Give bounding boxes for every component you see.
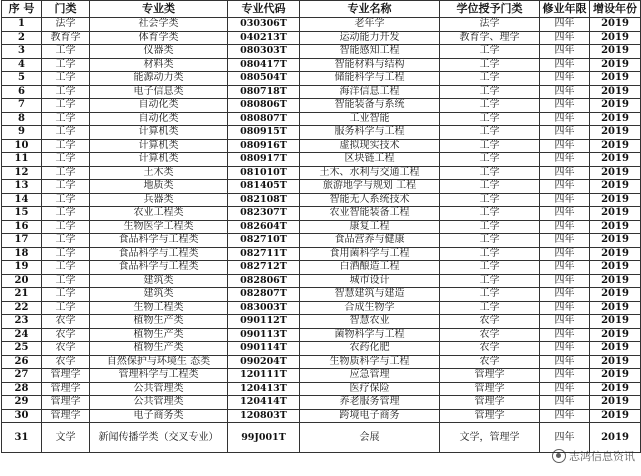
- cell-category: 管理学: [42, 409, 90, 423]
- cell-class: 植物生产类: [90, 342, 228, 356]
- cell-seq: 27: [2, 369, 42, 383]
- cell-seq: 20: [2, 274, 42, 288]
- cell-year: 2019: [590, 31, 641, 45]
- cell-year: 2019: [590, 72, 641, 86]
- cell-category: 工学: [42, 126, 90, 140]
- cell-name: 跨境电子商务: [300, 409, 440, 423]
- cell-class: 公共管理类: [90, 382, 228, 396]
- cell-year: 2019: [590, 423, 641, 453]
- cell-class: 社会学类: [90, 18, 228, 32]
- cell-code: 080417T: [228, 58, 300, 72]
- cell-duration: 四年: [540, 31, 590, 45]
- cell-duration: 四年: [540, 18, 590, 32]
- cell-year: 2019: [590, 126, 641, 140]
- cell-code: 080916T: [228, 139, 300, 153]
- cell-class: 自动化类: [90, 112, 228, 126]
- cell-name: 白酒酿造工程: [300, 261, 440, 275]
- cell-year: 2019: [590, 409, 641, 423]
- cell-code: 082710T: [228, 234, 300, 248]
- cell-degree: 工学: [440, 139, 540, 153]
- cell-degree: 工学: [440, 247, 540, 261]
- cell-code: 080718T: [228, 85, 300, 99]
- cell-year: 2019: [590, 207, 641, 221]
- cell-name: 养老服务管理: [300, 396, 440, 410]
- cell-seq: 18: [2, 247, 42, 261]
- table-row: [2, 180, 641, 194]
- cell-duration: 四年: [540, 166, 590, 180]
- cell-duration: 四年: [540, 274, 590, 288]
- cell-class: 生物工程类: [90, 301, 228, 315]
- cell-duration: 四年: [540, 328, 590, 342]
- cell-duration: 四年: [540, 234, 590, 248]
- cell-code: 030306T: [228, 18, 300, 32]
- cell-category: 管理学: [42, 369, 90, 383]
- cell-code: 99J001T: [228, 423, 300, 453]
- cell-class: 植物生产类: [90, 315, 228, 329]
- header-category: 门类: [42, 1, 90, 18]
- cell-degree: 工学: [440, 166, 540, 180]
- cell-name: 运动能力开发: [300, 31, 440, 45]
- cell-duration: 四年: [540, 220, 590, 234]
- cell-degree: 农学: [440, 315, 540, 329]
- table-row: [2, 153, 641, 167]
- cell-name: 食品营养与健康: [300, 234, 440, 248]
- cell-class: 农业工程类: [90, 207, 228, 221]
- cell-class: 体育学类: [90, 31, 228, 45]
- watermark-text: 志鸿信息资讯: [569, 450, 635, 463]
- cell-category: 农学: [42, 328, 90, 342]
- cell-year: 2019: [590, 369, 641, 383]
- cell-duration: 四年: [540, 45, 590, 59]
- cell-degree: 工学: [440, 45, 540, 59]
- cell-class: 计算机类: [90, 139, 228, 153]
- cell-year: 2019: [590, 342, 641, 356]
- cell-duration: 四年: [540, 355, 590, 369]
- cell-name: 智能感知工程: [300, 45, 440, 59]
- table-row: [2, 220, 641, 234]
- cell-class: 食品科学与工程类: [90, 247, 228, 261]
- cell-seq: 2: [2, 31, 42, 45]
- cell-code: 090112T: [228, 315, 300, 329]
- cell-degree: 管理学: [440, 396, 540, 410]
- table-row: [2, 45, 641, 59]
- cell-class: 计算机类: [90, 153, 228, 167]
- cell-name: 康复工程: [300, 220, 440, 234]
- cell-degree: 工学: [440, 274, 540, 288]
- cell-category: 工学: [42, 301, 90, 315]
- header-class: 专业类: [90, 1, 228, 18]
- cell-class: 电子商务类: [90, 409, 228, 423]
- cell-seq: 16: [2, 220, 42, 234]
- cell-category: 农学: [42, 315, 90, 329]
- header-code: 专业代码: [228, 1, 300, 18]
- cell-duration: 四年: [540, 139, 590, 153]
- cell-class: 土木类: [90, 166, 228, 180]
- cell-year: 2019: [590, 139, 641, 153]
- cell-year: 2019: [590, 274, 641, 288]
- cell-seq: 15: [2, 207, 42, 221]
- cell-degree: 工学: [440, 153, 540, 167]
- cell-degree: 工学: [440, 85, 540, 99]
- table-row: [2, 396, 641, 410]
- cell-category: 工学: [42, 193, 90, 207]
- cell-year: 2019: [590, 261, 641, 275]
- cell-category: 工学: [42, 247, 90, 261]
- cell-seq: 24: [2, 328, 42, 342]
- table-row: [2, 315, 641, 329]
- cell-seq: 30: [2, 409, 42, 423]
- table-row: [2, 369, 641, 383]
- cell-category: 工学: [42, 166, 90, 180]
- cell-seq: 31: [2, 423, 42, 453]
- cell-category: 工学: [42, 85, 90, 99]
- cell-duration: 四年: [540, 153, 590, 167]
- cell-degree: 管理学: [440, 409, 540, 423]
- cell-name: 会展: [300, 423, 440, 453]
- cell-seq: 9: [2, 126, 42, 140]
- cell-code: 083003T: [228, 301, 300, 315]
- cell-class: 地质类: [90, 180, 228, 194]
- cell-seq: 26: [2, 355, 42, 369]
- table-row: [2, 99, 641, 113]
- table-row: [2, 261, 641, 275]
- cell-name: 土木、水利与交通工程: [300, 166, 440, 180]
- table-row: [2, 274, 641, 288]
- cell-name: 智慧建筑与建造: [300, 288, 440, 302]
- table-row: [2, 355, 641, 369]
- cell-seq: 28: [2, 382, 42, 396]
- cell-seq: 23: [2, 315, 42, 329]
- cell-name: 智慧农业: [300, 315, 440, 329]
- cell-duration: 四年: [540, 369, 590, 383]
- cell-seq: 25: [2, 342, 42, 356]
- cell-code: 082807T: [228, 288, 300, 302]
- cell-duration: 四年: [540, 301, 590, 315]
- cell-degree: 工学: [440, 288, 540, 302]
- cell-category: 管理学: [42, 382, 90, 396]
- cell-seq: 22: [2, 301, 42, 315]
- cell-category: 农学: [42, 342, 90, 356]
- cell-code: 120111T: [228, 369, 300, 383]
- cell-seq: 19: [2, 261, 42, 275]
- cell-code: 082712T: [228, 261, 300, 275]
- cell-year: 2019: [590, 193, 641, 207]
- cell-seq: 3: [2, 45, 42, 59]
- cell-duration: 四年: [540, 247, 590, 261]
- cell-class: 仪器类: [90, 45, 228, 59]
- cell-degree: 工学: [440, 72, 540, 86]
- cell-category: 工学: [42, 153, 90, 167]
- cell-class: 计算机类: [90, 126, 228, 140]
- cell-duration: 四年: [540, 112, 590, 126]
- cell-code: 090114T: [228, 342, 300, 356]
- cell-code: 081010T: [228, 166, 300, 180]
- cell-code: 081405T: [228, 180, 300, 194]
- cell-class: 电子信息类: [90, 85, 228, 99]
- cell-year: 2019: [590, 301, 641, 315]
- header-duration: 修业年限: [540, 1, 590, 18]
- cell-year: 2019: [590, 180, 641, 194]
- cell-name: 农业智能装备工程: [300, 207, 440, 221]
- cell-category: 工学: [42, 207, 90, 221]
- cell-seq: 4: [2, 58, 42, 72]
- cell-degree: 工学: [440, 220, 540, 234]
- cell-class: 植物生产类: [90, 328, 228, 342]
- cell-category: 工学: [42, 112, 90, 126]
- cell-year: 2019: [590, 58, 641, 72]
- cell-category: 法学: [42, 18, 90, 32]
- cell-class: 建筑类: [90, 288, 228, 302]
- header-row: [2, 1, 641, 18]
- cell-seq: 21: [2, 288, 42, 302]
- cell-seq: 13: [2, 180, 42, 194]
- cell-name: 智能装备与系统: [300, 99, 440, 113]
- cell-name: 食用菌科学与工程: [300, 247, 440, 261]
- cell-seq: 8: [2, 112, 42, 126]
- cell-name: 医疗保险: [300, 382, 440, 396]
- cell-code: 082604T: [228, 220, 300, 234]
- cell-category: 工学: [42, 139, 90, 153]
- cell-seq: 6: [2, 85, 42, 99]
- cell-year: 2019: [590, 153, 641, 167]
- cell-duration: 四年: [540, 85, 590, 99]
- cell-code: 080915T: [228, 126, 300, 140]
- cell-degree: 管理学: [440, 369, 540, 383]
- cell-category: 工学: [42, 72, 90, 86]
- table-row: [2, 207, 641, 221]
- cell-category: 工学: [42, 261, 90, 275]
- cell-code: 082307T: [228, 207, 300, 221]
- cell-degree: 农学: [440, 342, 540, 356]
- cell-class: 管理科学与工程类: [90, 369, 228, 383]
- cell-year: 2019: [590, 112, 641, 126]
- cell-year: 2019: [590, 247, 641, 261]
- cell-code: 120414T: [228, 396, 300, 410]
- cell-duration: 四年: [540, 72, 590, 86]
- cell-duration: 四年: [540, 180, 590, 194]
- cell-class: 建筑类: [90, 274, 228, 288]
- cell-degree: 法学: [440, 18, 540, 32]
- table-row: [2, 288, 641, 302]
- cell-degree: 工学: [440, 193, 540, 207]
- header-degree: 学位授予门类: [440, 1, 540, 18]
- cell-code: 120803T: [228, 409, 300, 423]
- table-row: [2, 166, 641, 180]
- cell-name: 应急管理: [300, 369, 440, 383]
- cell-year: 2019: [590, 234, 641, 248]
- cell-seq: 5: [2, 72, 42, 86]
- cell-name: 老年学: [300, 18, 440, 32]
- table-row: [2, 247, 641, 261]
- cell-degree: 工学: [440, 112, 540, 126]
- cell-duration: 四年: [540, 315, 590, 329]
- table-row: [2, 342, 641, 356]
- cell-duration: 四年: [540, 261, 590, 275]
- table-row: [2, 139, 641, 153]
- cell-name: 城市设计: [300, 274, 440, 288]
- table-row: [2, 18, 641, 32]
- cell-name: 旅游地学与规划 工程: [300, 180, 440, 194]
- cell-class: 食品科学与工程类: [90, 234, 228, 248]
- table-row: [2, 234, 641, 248]
- cell-category: 工学: [42, 274, 90, 288]
- table-row: [2, 193, 641, 207]
- cell-year: 2019: [590, 99, 641, 113]
- cell-degree: 管理学: [440, 382, 540, 396]
- cell-category: 工学: [42, 180, 90, 194]
- cell-code: 080303T: [228, 45, 300, 59]
- cell-duration: 四年: [540, 409, 590, 423]
- cell-year: 2019: [590, 288, 641, 302]
- cell-seq: 29: [2, 396, 42, 410]
- table-row: [2, 409, 641, 423]
- cell-degree: 工学: [440, 261, 540, 275]
- cell-degree: 工学: [440, 234, 540, 248]
- header-seq: 序 号: [2, 1, 42, 18]
- table-row: [2, 85, 641, 99]
- cell-code: 082108T: [228, 193, 300, 207]
- cell-year: 2019: [590, 220, 641, 234]
- cell-duration: 四年: [540, 288, 590, 302]
- cell-name: 菌物科学与工程: [300, 328, 440, 342]
- cell-name: 服务科学与工程: [300, 126, 440, 140]
- cell-degree: 工学: [440, 207, 540, 221]
- cell-class: 兵器类: [90, 193, 228, 207]
- cell-degree: 文学，管理学: [440, 423, 540, 453]
- cell-name: 海洋信息工程: [300, 85, 440, 99]
- cell-code: 090113T: [228, 328, 300, 342]
- cell-degree: 工学: [440, 301, 540, 315]
- cell-year: 2019: [590, 328, 641, 342]
- cell-code: 082711T: [228, 247, 300, 261]
- cell-code: 082806T: [228, 274, 300, 288]
- cell-name: 智能无人系统技术: [300, 193, 440, 207]
- cell-class: 材料类: [90, 58, 228, 72]
- cell-duration: 四年: [540, 193, 590, 207]
- cell-name: 生物质科学与工程: [300, 355, 440, 369]
- cell-category: 工学: [42, 45, 90, 59]
- cell-duration: 四年: [540, 126, 590, 140]
- cell-name: 工业智能: [300, 112, 440, 126]
- table-row: [2, 112, 641, 126]
- cell-name: 虚拟现实技术: [300, 139, 440, 153]
- cell-seq: 1: [2, 18, 42, 32]
- cell-seq: 11: [2, 153, 42, 167]
- cell-category: 教育学: [42, 31, 90, 45]
- majors-table: [1, 0, 641, 453]
- cell-seq: 7: [2, 99, 42, 113]
- cell-class: 自动化类: [90, 99, 228, 113]
- table-row: [2, 72, 641, 86]
- cell-duration: 四年: [540, 382, 590, 396]
- header-year: 增设年份: [590, 1, 641, 18]
- cell-code: 040213T: [228, 31, 300, 45]
- cell-year: 2019: [590, 355, 641, 369]
- table-row: [2, 58, 641, 72]
- cell-degree: 工学: [440, 99, 540, 113]
- cell-code: 090204T: [228, 355, 300, 369]
- cell-duration: 四年: [540, 207, 590, 221]
- cell-seq: 14: [2, 193, 42, 207]
- cell-category: 工学: [42, 234, 90, 248]
- table-row: [2, 382, 641, 396]
- cell-seq: 12: [2, 166, 42, 180]
- cell-category: 农学: [42, 355, 90, 369]
- table-row: [2, 423, 641, 453]
- cell-year: 2019: [590, 166, 641, 180]
- cell-year: 2019: [590, 315, 641, 329]
- cell-degree: 教育学、理学: [440, 31, 540, 45]
- cell-degree: 工学: [440, 58, 540, 72]
- table-row: [2, 31, 641, 45]
- cell-category: 管理学: [42, 396, 90, 410]
- cell-category: 工学: [42, 288, 90, 302]
- cell-degree: 农学: [440, 328, 540, 342]
- cell-duration: 四年: [540, 58, 590, 72]
- cell-category: 文学: [42, 423, 90, 453]
- cell-year: 2019: [590, 85, 641, 99]
- cell-class: 新闻传播学类（交叉专业）: [90, 423, 228, 453]
- cell-class: 生物医学工程类: [90, 220, 228, 234]
- cell-code: 080806T: [228, 99, 300, 113]
- header-name: 专业名称: [300, 1, 440, 18]
- cell-seq: 17: [2, 234, 42, 248]
- cell-year: 2019: [590, 45, 641, 59]
- cell-category: 工学: [42, 99, 90, 113]
- cell-degree: 农学: [440, 355, 540, 369]
- cell-code: 080917T: [228, 153, 300, 167]
- cell-class: 食品科学与工程类: [90, 261, 228, 275]
- cell-code: 080807T: [228, 112, 300, 126]
- cell-year: 2019: [590, 382, 641, 396]
- cell-name: 农药化肥: [300, 342, 440, 356]
- cell-class: 公共管理类: [90, 396, 228, 410]
- cell-class: 自然保护与环境生 态类: [90, 355, 228, 369]
- table-row: [2, 126, 641, 140]
- table-row: [2, 328, 641, 342]
- cell-code: 080504T: [228, 72, 300, 86]
- cell-code: 120413T: [228, 382, 300, 396]
- cell-seq: 10: [2, 139, 42, 153]
- cell-year: 2019: [590, 18, 641, 32]
- cell-degree: 工学: [440, 180, 540, 194]
- cell-year: 2019: [590, 396, 641, 410]
- cell-name: 智能材料与结构: [300, 58, 440, 72]
- cell-category: 工学: [42, 220, 90, 234]
- cell-name: 储能科学与工程: [300, 72, 440, 86]
- cell-duration: 四年: [540, 396, 590, 410]
- cell-name: 区块链工程: [300, 153, 440, 167]
- cell-name: 合成生物学: [300, 301, 440, 315]
- cell-duration: 四年: [540, 423, 590, 453]
- cell-class: 能源动力类: [90, 72, 228, 86]
- table-row: [2, 301, 641, 315]
- cell-category: 工学: [42, 58, 90, 72]
- cell-duration: 四年: [540, 99, 590, 113]
- cell-duration: 四年: [540, 342, 590, 356]
- cell-degree: 工学: [440, 126, 540, 140]
